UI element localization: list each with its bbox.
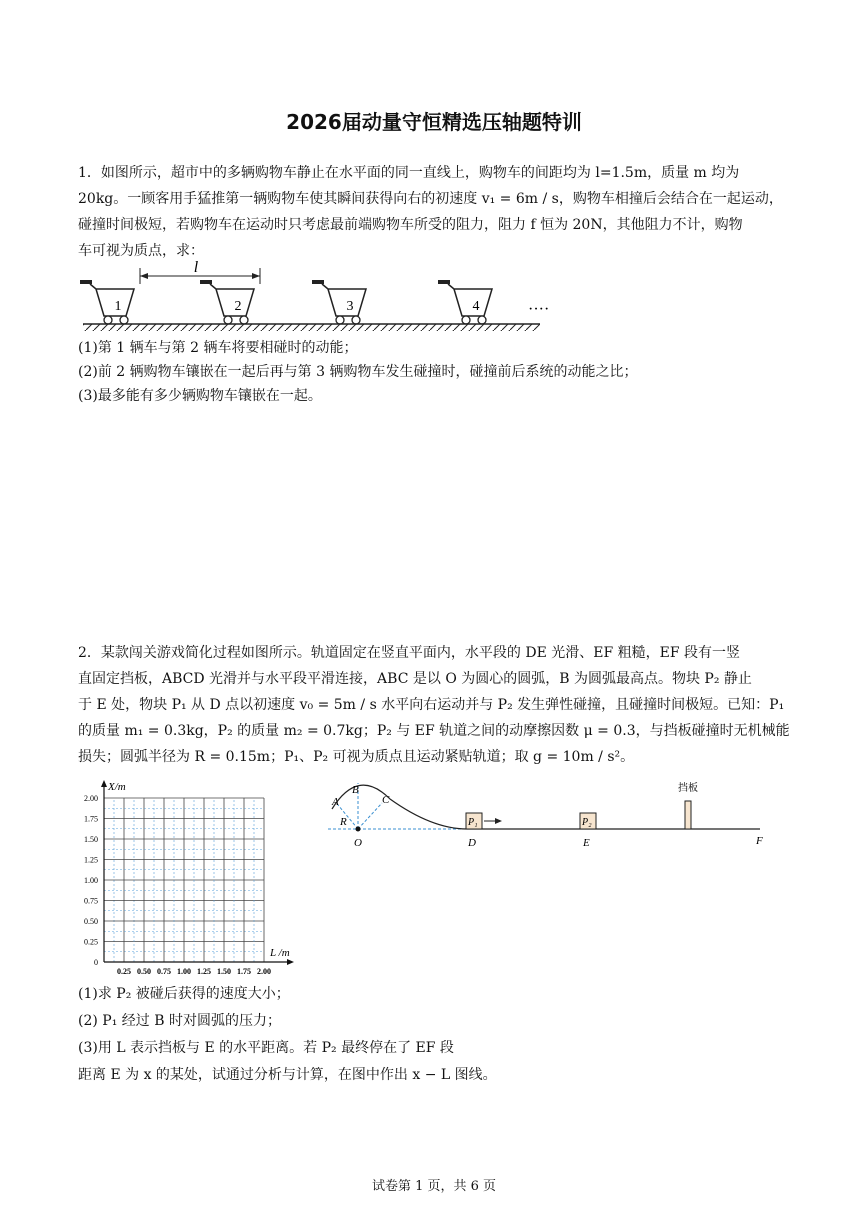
track-figure <box>322 775 772 855</box>
x-tick-label: 0.25 <box>117 967 131 976</box>
q2-line-2: 直固定挡板，ABCD 光滑并与水平段平滑连接，ABC 是以 O 为圆心的圆弧，B 为圆弧最高点。物块 P₂ 静止 <box>78 671 752 687</box>
y-tick-label: 0.75 <box>84 896 98 906</box>
cart-2 <box>200 280 254 324</box>
q2-part-2: (2) P₁ 经过 B 时对圆弧的压力； <box>78 1013 281 1029</box>
barrier <box>685 801 691 829</box>
q2-line-3: 于 E 处，物块 P₁ 从 D 点以初速度 v₀ = 5m / s 水平向右运动并与 P₂ 发生弹性碰撞，且碰撞时间极短。已知：P₁ <box>78 697 785 713</box>
q2-line-1: 2．某款闯关游戏简化过程如图所示。轨道固定在竖直平面内，水平段的 DE 光滑、EF 粗糙，EF 段有一竖 <box>78 645 741 661</box>
y-tick-label: 2.00 <box>84 794 98 803</box>
label-p1: P₁ <box>468 817 478 828</box>
cart-label-2: 2 <box>234 299 242 314</box>
x-tick-label: 1.25 <box>197 967 211 976</box>
y-tick-label: 1.50 <box>84 835 98 844</box>
x-tick-label: 1.75 <box>237 967 251 976</box>
x-l-graph <box>70 776 305 976</box>
cart-1 <box>80 280 134 324</box>
cart-label-4: 4 <box>472 299 480 314</box>
label-c: C <box>382 794 390 806</box>
q1-line-1: 1．如图所示，超市中的多辆购物车静止在水平面的同一直线上，购物车的间距均为 l=1.5m，质量 m 均为 <box>78 165 740 181</box>
spacing-label: l <box>193 259 199 276</box>
label-f: F <box>756 835 763 847</box>
cart-ellipsis: ···· <box>528 301 550 318</box>
q2-part-4: 距离 E 为 x 的某处，试通过分析与计算，在图中作出 x − L 图线。 <box>78 1067 497 1083</box>
x-axis-label: L /m <box>270 947 290 959</box>
label-p2: P₂ <box>582 817 592 828</box>
label-r: R <box>340 816 347 828</box>
x-tick-label: 0.75 <box>157 967 171 976</box>
center-point-o <box>356 827 361 832</box>
shopping-cart-figure <box>78 258 548 333</box>
x-tick-label: 1.50 <box>217 967 231 976</box>
x-tick-label: 0.50 <box>137 967 151 976</box>
q1-line-2: 20kg。一顾客用手猛推第一辆购物车使其瞬间获得向右的初速度 v₁ = 6m / s，购物车相撞后会结合在一起运动， <box>78 191 783 207</box>
y-tick-label: 0.25 <box>84 937 98 947</box>
barrier-label: 挡板 <box>678 783 698 794</box>
label-a: A <box>332 796 339 808</box>
y-tick-label: 1.75 <box>84 814 98 824</box>
cart-label-3: 3 <box>346 299 354 314</box>
label-o: O <box>354 837 362 849</box>
label-d: D <box>468 837 476 849</box>
cart-4 <box>438 280 492 324</box>
page-title: 2026届动量守恒精选压轴题特训 <box>286 110 582 134</box>
cart-label-1: 1 <box>114 299 122 314</box>
x-tick-label: 2.00 <box>257 967 271 976</box>
y-tick-label: 0 <box>94 958 98 967</box>
q1-part-3: (3)最多能有多少辆购物车镶嵌在一起。 <box>78 388 322 404</box>
page-footer: 试卷第 1 页，共 6 页 <box>371 1179 497 1194</box>
x-tick-label: 1.00 <box>177 967 191 976</box>
q1-part-2: (2)前 2 辆购物车镶嵌在一起后再与第 3 辆购物车发生碰撞时，碰撞前后系统的动能之比； <box>78 364 638 380</box>
y-tick-label: 0.50 <box>84 917 98 926</box>
q1-line-3: 碰撞时间极短，若购物车在运动时只考虑最前端购物车所受的阻力，阻力 f 恒为 20N，其他阻力不计，购物 <box>78 217 743 233</box>
q2-part-3: (3)用 L 表示挡板与 E 的水平距离。若 P₂ 最终停在了 EF 段 <box>78 1040 454 1056</box>
y-axis-label: X/m <box>108 781 126 793</box>
q1-part-1: (1)第 1 辆车与第 2 辆车将要相碰时的动能； <box>78 340 358 356</box>
y-tick-label: 1.25 <box>84 855 98 865</box>
cart-3 <box>312 280 366 324</box>
y-tick-label: 1.00 <box>84 876 98 885</box>
label-e: E <box>583 837 590 849</box>
q1-line-4: 车可视为质点，求： <box>78 243 204 259</box>
q2-part-1: (1)求 P₂ 被碰后获得的速度大小； <box>78 986 290 1002</box>
q2-line-5: 损失；圆弧半径为 R = 0.15m；P₁、P₂ 可视为质点且运动紧贴轨道；取 g = 10m / s²。 <box>78 749 635 765</box>
q2-line-4: 的质量 m₁ = 0.3kg，P₂ 的质量 m₂ = 0.7kg；P₂ 与 EF 轨道之间的动摩擦因数 μ = 0.3，与挡板碰撞时无机械能 <box>78 723 790 739</box>
label-b: B <box>352 784 359 796</box>
